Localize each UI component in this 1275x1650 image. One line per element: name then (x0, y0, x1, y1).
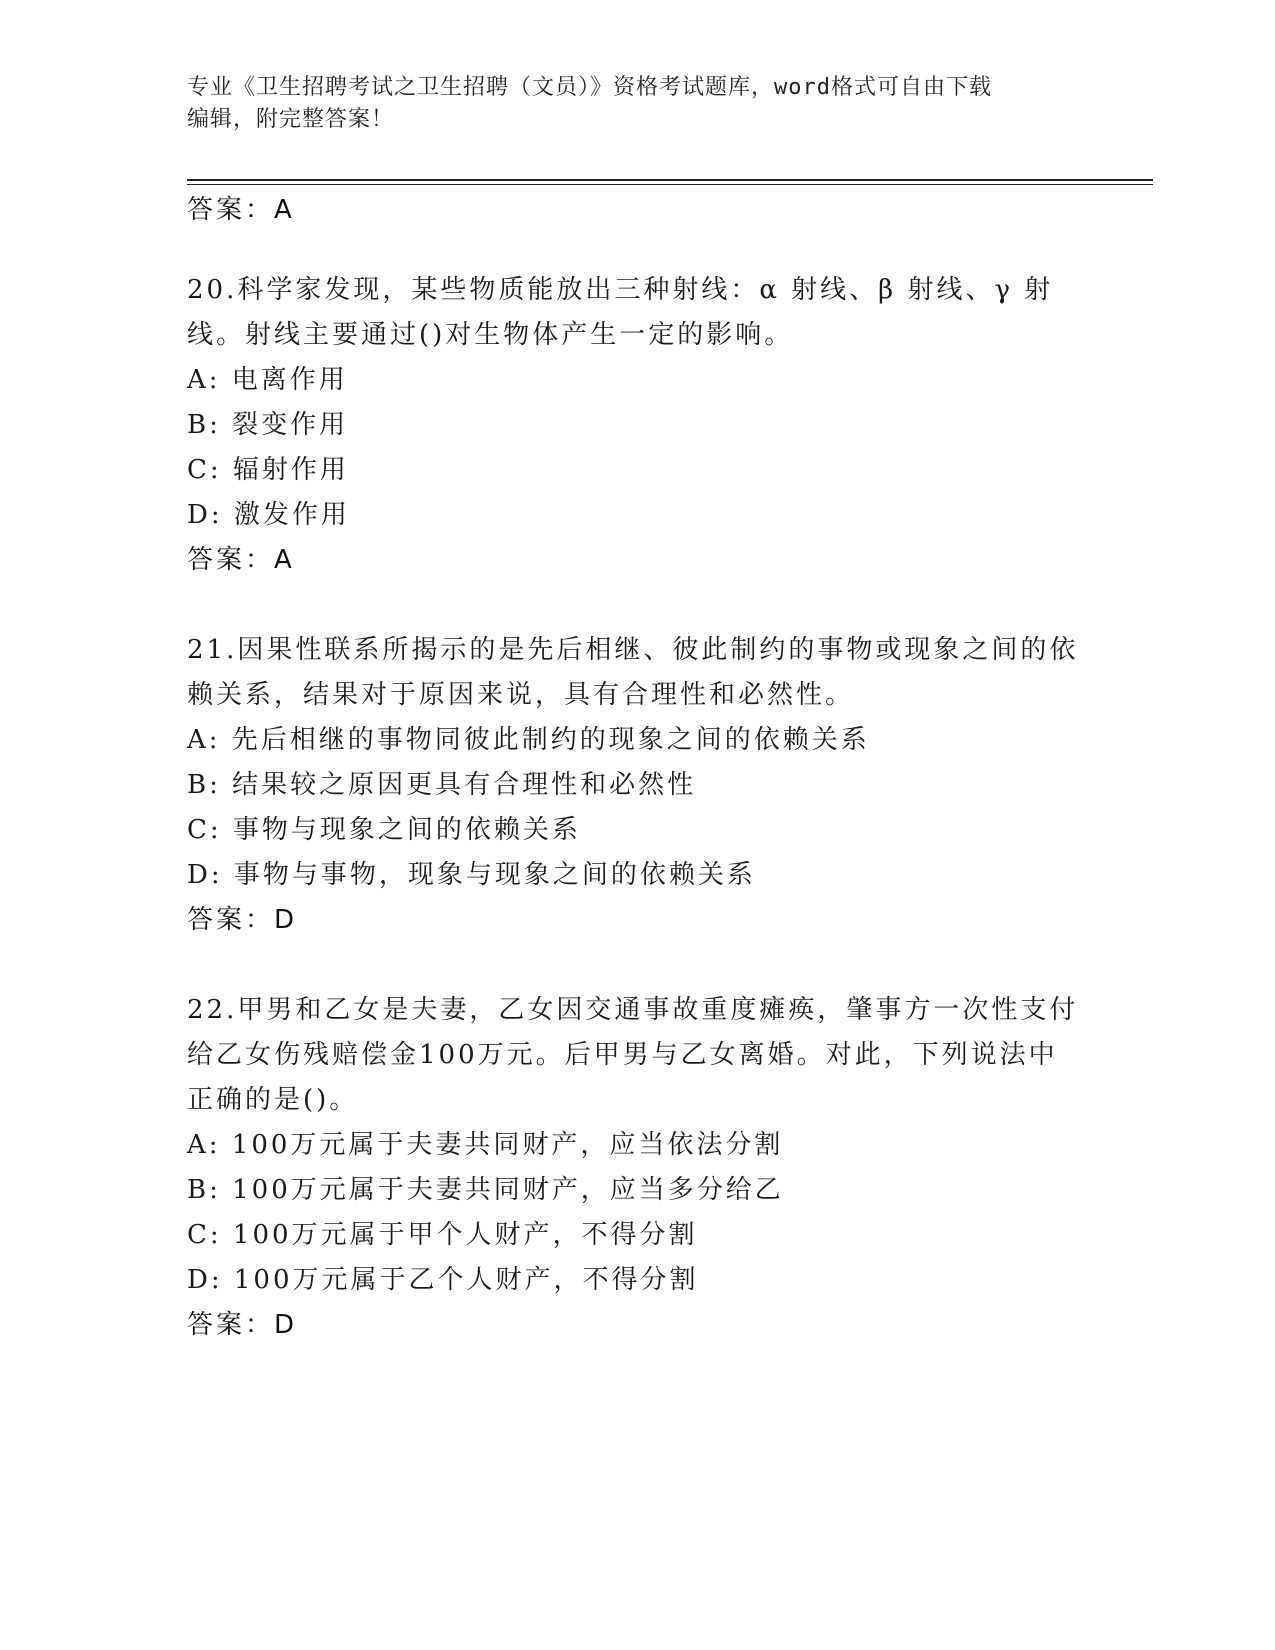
question-stem-line: 给乙女伤残赔偿金100万元。后甲男与乙女离婚。对此，下列说法中 (187, 1040, 1058, 1070)
header-divider-thin (187, 184, 1153, 185)
option-a: A: 电离作用 (187, 365, 348, 395)
option-d: D: 100万元属于乙个人财产，不得分割 (187, 1265, 699, 1295)
header-divider-thick (187, 179, 1153, 181)
question-stem-line: 22.甲男和乙女是夫妻，乙女因交通事故重度瘫痪，肇事方一次性支付 (187, 995, 1079, 1025)
option-c: C: 100万元属于甲个人财产，不得分割 (187, 1220, 698, 1250)
option-d: D: 激发作用 (187, 500, 350, 530)
answer-line: 答案：D (187, 1310, 298, 1340)
option-c: C: 辐射作用 (187, 455, 349, 485)
question-21 (187, 628, 1087, 943)
header-line-2: 编辑，附完整答案！ (187, 107, 395, 132)
question-stem-line: 线。射线主要通过()对生物体产生一定的影响。 (187, 320, 794, 350)
question-stem-line: 20.科学家发现，某些物质能放出三种射线：α 射线、β 射线、γ 射 (187, 275, 1054, 305)
question-stem-line: 21.因果性联系所揭示的是先后相继、彼此制约的事物或现象之间的依 (187, 635, 1079, 665)
answer-line: 答案：D (187, 905, 298, 935)
answer-line: 答案：A (187, 545, 295, 575)
option-a: A: 先后相继的事物同彼此制约的现象之间的依赖关系 (187, 725, 870, 755)
option-a: A: 100万元属于夫妻共同财产，应当依法分割 (187, 1130, 784, 1160)
question-stem-line: 赖关系，结果对于原因来说，具有合理性和必然性。 (187, 680, 855, 710)
question-22 (187, 988, 1087, 1348)
header-line-1: 专业《卫生招聘考试之卫生招聘（文员）》资格考试题库，word格式可自由下载 (187, 75, 992, 100)
option-b: B: 裂变作用 (187, 410, 349, 440)
previous-answer: 答案：A (187, 195, 295, 225)
document-header (187, 72, 1077, 136)
question-20 (187, 268, 1087, 583)
option-b: B: 100万元属于夫妻共同财产，应当多分给乙 (187, 1175, 784, 1205)
option-d: D: 事物与事物，现象与现象之间的依赖关系 (187, 860, 756, 890)
option-c: C: 事物与现象之间的依赖关系 (187, 815, 581, 845)
question-stem-line: 正确的是()。 (187, 1085, 359, 1115)
option-b: B: 结果较之原因更具有合理性和必然性 (187, 770, 697, 800)
